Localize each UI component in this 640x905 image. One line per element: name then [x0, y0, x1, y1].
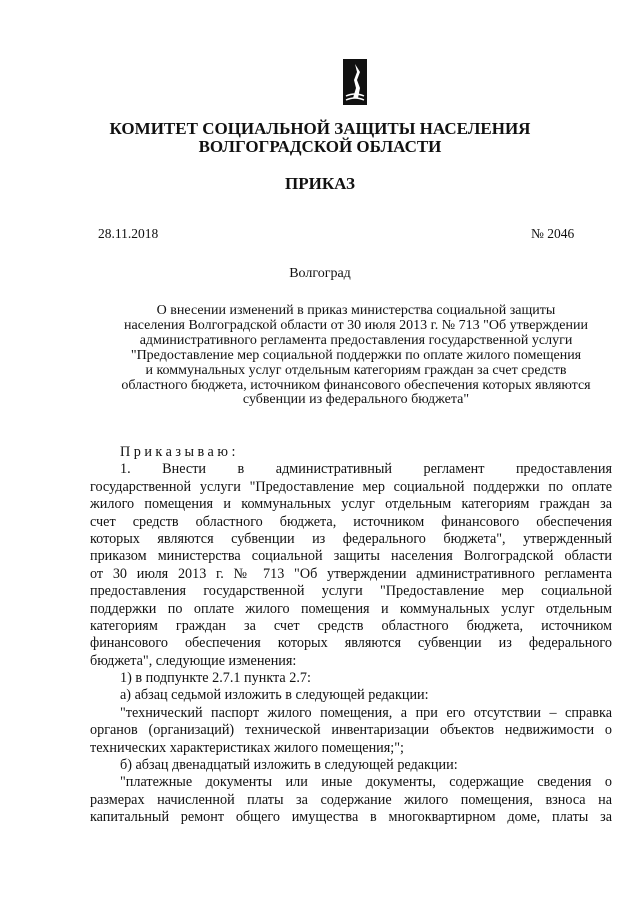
subject-line: "Предоставление мер социальной поддержки по оплате жилого помещения — [130, 347, 582, 363]
document-body — [90, 444, 612, 827]
body-line: предоставления государственной услуги "Предоставление мер социальной — [90, 583, 612, 600]
body-line: органов (организаций) технической инвентаризации объектов недвижимости о — [90, 722, 612, 739]
body-line: категориям граждан за счет средств областного бюджета, источником — [90, 617, 612, 634]
document-type: ПРИКАЗ — [285, 174, 355, 193]
body-line: приказом министерства социальной защиты населения Волгоградской области — [90, 548, 612, 565]
document-date: 28.11.2018 — [98, 226, 159, 241]
body-line: капитальный ремонт общего имущества в многоквартирном доме, платы за — [90, 809, 612, 826]
document-subject — [96, 304, 616, 408]
org-line-2: ВОЛГОГРАДСКОЙ ОБЛАСТИ — [198, 137, 442, 156]
document-number: № 2046 — [531, 226, 575, 241]
body-line: счет средств областного бюджета, источником финансового обеспечения — [90, 513, 612, 530]
org-line-1: КОМИТЕТ СОЦИАЛЬНОЙ ЗАЩИТЫ НАСЕЛЕНИЯ — [109, 119, 531, 138]
body-line: бюджета", следующие изменения: — [90, 652, 297, 669]
body-line: жилого помещения и коммунальных услуг отдельным категориям граждан за — [90, 496, 612, 513]
subject-line: административного регламента предоставления государственной услуги — [139, 332, 573, 348]
body-line: технических характеристиках жилого помещения;"; — [90, 739, 404, 756]
organization-name — [0, 120, 640, 156]
subject-line: областного бюджета, источником финансового обеспечения которых являются — [121, 377, 591, 393]
subject-line: субвенции из федерального бюджета" — [242, 392, 470, 408]
body-line: 1. Внести в административный регламент предоставления — [120, 461, 612, 478]
city-name: Волгоград — [289, 266, 351, 281]
body-line: финансового обеспечения которых являются субвенции из федерального — [90, 635, 612, 652]
body-line: размерах начисленной платы за содержание жилого помещения, взноса на — [90, 791, 612, 808]
body-line: б) абзац двенадцатый изложить в следующей редакции: — [120, 757, 458, 774]
subject-line: и коммунальных услуг отдельным категориям граждан за счет средств — [145, 362, 567, 378]
body-line: а) абзац седьмой изложить в следующей редакции: — [120, 687, 429, 704]
volgograd-emblem-icon — [342, 58, 368, 106]
body-line: "платежные документы или иные документы, содержащие сведения о — [120, 774, 612, 791]
body-line: 1) в подпункте 2.7.1 пункта 2.7: — [120, 670, 311, 687]
body-line: "технический паспорт жилого помещения, а при его отсутствии – справка — [120, 704, 612, 721]
body-line: которых являются субвенции из федерального бюджета", утвержденный — [90, 530, 612, 547]
order-heading: Приказываю: — [120, 444, 239, 460]
body-line: государственной услуги "Предоставление мер социальной поддержки по оплате — [90, 478, 612, 495]
subject-line: населения Волгоградской области от 30 июля 2013 г. № 713 "Об утверждении — [124, 317, 588, 333]
subject-line: О внесении изменений в приказ министерства социальной защиты — [156, 303, 556, 318]
body-line: поддержки по оплате жилого помещения и коммунальных услуг отдельным — [90, 600, 612, 617]
body-line: от 30 июля 2013 г. № 713 "Об утверждении административного регламента — [90, 565, 612, 582]
